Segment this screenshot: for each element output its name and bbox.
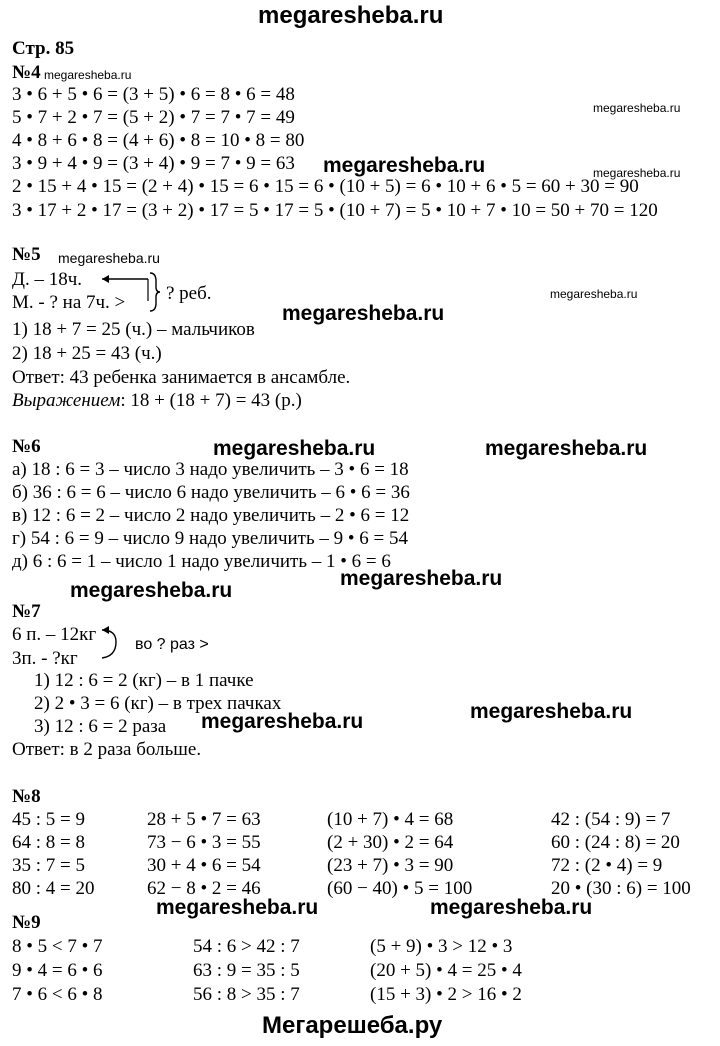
task9-cell: 63 : 9 = 35 : 5	[193, 960, 300, 981]
task8-cell: (23 + 7) • 3 = 90	[327, 855, 454, 876]
watermark: megaresheba.ru	[323, 154, 486, 177]
page-number: Стр. 85	[12, 38, 75, 59]
task8-cell: (2 + 30) • 2 = 64	[327, 832, 454, 853]
task6-line: в) 12 : 6 = 2 – число 2 надо увеличить – 2 • 6 = 12	[12, 505, 410, 526]
task7-step2: 2) 2 • 3 = 6 (кг) – в трех пачках	[34, 693, 282, 714]
watermark: megaresheba.ru	[340, 567, 503, 590]
task5-expression	[12, 390, 302, 412]
task8-cell: 80 : 4 = 20	[12, 878, 95, 899]
task6-title: №6	[12, 436, 41, 457]
task5-title: №5	[12, 244, 41, 265]
expression-text: : 18 + (18 + 7) = 43 (р.)	[120, 390, 302, 411]
watermark: megaresheba.ru	[550, 287, 638, 301]
watermark: megaresheba.ru	[430, 896, 593, 919]
task8-title: №8	[12, 786, 41, 807]
task9-cell: 54 : 6 > 42 : 7	[193, 936, 300, 957]
task8-cell: 30 + 4 • 6 = 54	[147, 855, 261, 876]
task8-cell: 73 − 6 • 3 = 55	[147, 832, 261, 853]
task9-cell: (20 + 5) • 4 = 25 • 4	[370, 960, 522, 981]
task7-step1: 1) 12 : 6 = 2 (кг) – в 1 пачке	[34, 670, 254, 691]
task9-title: №9	[12, 912, 41, 933]
task4-line: 3 • 6 + 5 • 6 = (3 + 5) • 6 = 8 • 6 = 48	[12, 84, 295, 105]
task4-line: 5 • 7 + 2 • 7 = (5 + 2) • 7 = 7 • 7 = 49	[12, 107, 295, 128]
task7-step3: 3) 12 : 6 = 2 раза	[34, 716, 167, 737]
task8-cell: 72 : (2 • 4) = 9	[551, 855, 663, 876]
task9-cell: 9 • 4 = 6 • 6	[12, 960, 103, 981]
watermark: megaresheba.ru	[70, 579, 233, 602]
watermark: megaresheba.ru	[156, 896, 319, 919]
task4-title: №4	[12, 62, 41, 83]
task5-question: ? реб.	[166, 283, 212, 304]
task9-cell: 56 : 8 > 35 : 7	[193, 984, 300, 1005]
task5-answer: Ответ: 43 ребенка занимается в ансамбле.	[12, 367, 351, 388]
task7-cond1: 6 п. – 12кг	[12, 624, 97, 645]
task6-line: г) 54 : 6 = 9 – число 9 надо увеличить – 9 • 6 = 54	[12, 528, 409, 549]
task8-cell: 42 : (54 : 9) = 7	[551, 809, 671, 830]
task8-cell: 62 − 8 • 2 = 46	[147, 878, 261, 899]
task7-answer: Ответ: в 2 раза больше.	[12, 739, 202, 760]
task8-cell: (60 − 40) • 5 = 100	[327, 878, 473, 899]
curved-arrow-icon	[100, 624, 130, 664]
task8-cell: 64 : 8 = 8	[12, 832, 85, 853]
task9-cell: (15 + 3) • 2 > 16 • 2	[370, 984, 522, 1005]
task8-cell: 28 + 5 • 7 = 63	[147, 809, 261, 830]
site-title: megaresheba.ru	[258, 2, 444, 29]
watermark: megaresheba.ru	[201, 710, 364, 733]
watermark: megaresheba.ru	[44, 68, 132, 82]
task5-cond1: Д. – 18ч.	[12, 269, 83, 290]
task4-line: 2 • 15 + 4 • 15 = (2 + 4) • 15 = 6 • 15 = 6 • (10 + 5) = 6 • 10 + 6 • 5 = 60 + 30 = 90	[12, 176, 639, 197]
task8-cell: 35 : 7 = 5	[12, 855, 85, 876]
watermark: megaresheba.ru	[593, 166, 681, 180]
task4-line: 4 • 8 + 6 • 8 = (4 + 6) • 8 = 10 • 8 = 80	[12, 130, 305, 151]
task6-line: д) 6 : 6 = 1 – число 1 надо увеличить – 1 • 6 = 6	[12, 551, 391, 572]
watermark: megaresheba.ru	[58, 250, 160, 266]
task5-step1: 1) 18 + 7 = 25 (ч.) – мальчиков	[12, 319, 255, 340]
task8-cell: (10 + 7) • 4 = 68	[327, 809, 454, 830]
task9-cell: (5 + 9) • 3 > 12 • 3	[370, 936, 513, 957]
task9-cell: 7 • 6 < 6 • 8	[12, 984, 103, 1005]
task5-step2: 2) 18 + 25 = 43 (ч.)	[12, 343, 162, 364]
watermark: megaresheba.ru	[282, 302, 445, 325]
task8-cell: 20 • (30 : 6) = 100	[551, 878, 691, 899]
task5-cond2: М. - ? на 7ч. >	[12, 292, 126, 313]
task9-cell: 8 • 5 < 7 • 7	[12, 936, 103, 957]
task4-line: 3 • 17 + 2 • 17 = (3 + 2) • 17 = 5 • 17 = 5 • (10 + 7) = 5 • 10 + 7 • 10 = 50 + 70 = 120	[12, 200, 658, 221]
task7-question: во ? раз >	[135, 636, 209, 653]
footer-title: Мегарешеба.ру	[262, 1012, 443, 1039]
task8-cell: 45 : 5 = 9	[12, 809, 85, 830]
task7-cond2: 3п. - ?кг	[12, 648, 78, 669]
task6-line: а) 18 : 6 = 3 – число 3 надо увеличить – 3 • 6 = 18	[12, 459, 409, 480]
watermark: megaresheba.ru	[485, 437, 648, 460]
expression-label: Выражением	[12, 390, 121, 411]
task4-line: 3 • 9 + 4 • 9 = (3 + 4) • 9 = 7 • 9 = 63	[12, 153, 295, 174]
watermark: megaresheba.ru	[213, 437, 376, 460]
task6-line: б) 36 : 6 = 6 – число 6 надо увеличить – 6 • 6 = 36	[12, 482, 410, 503]
watermark: megaresheba.ru	[470, 700, 633, 723]
task7-title: №7	[12, 601, 41, 622]
arrow-icon	[96, 271, 166, 315]
task8-cell: 60 : (24 : 8) = 20	[551, 832, 680, 853]
watermark: megaresheba.ru	[593, 101, 681, 115]
